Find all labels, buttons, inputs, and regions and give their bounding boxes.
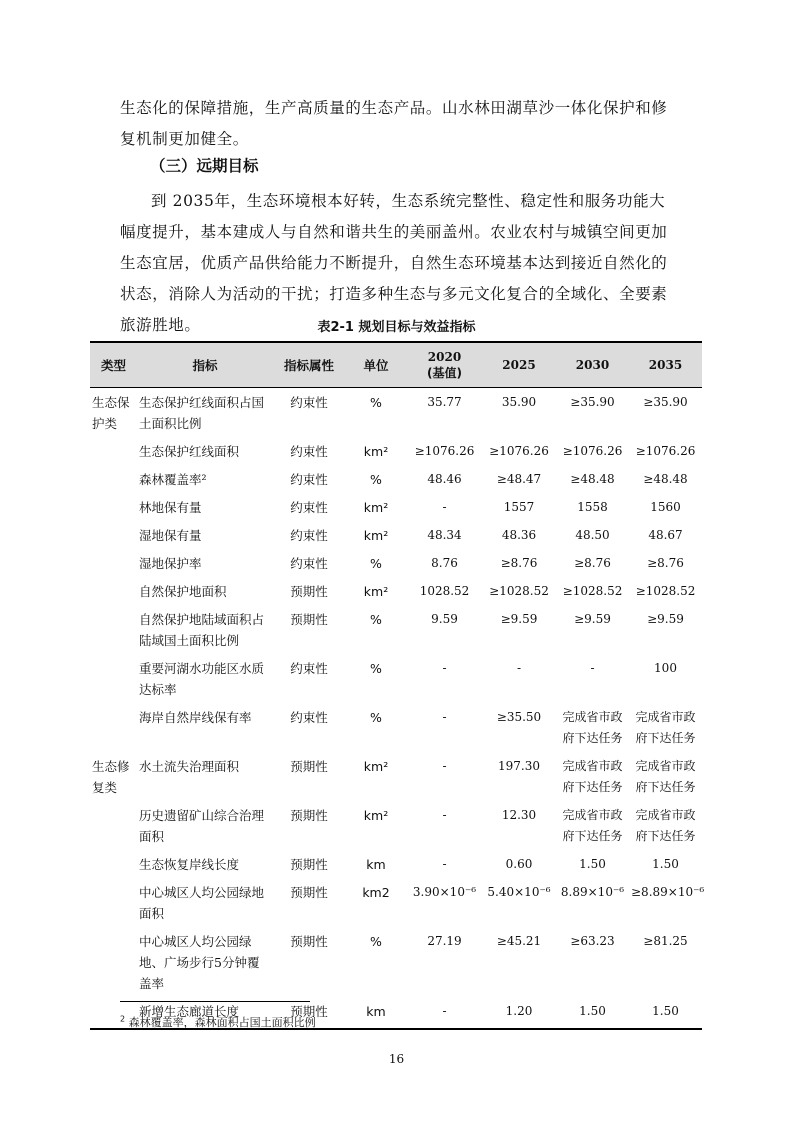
value-2030-cell: ≥9.59 bbox=[574, 612, 611, 626]
value-2035-cell: ≥1076.26 bbox=[635, 444, 696, 458]
value-2030-cell: 完成省市政府下达任务 bbox=[562, 808, 623, 843]
indicator-cell: 新增生态廊道长度 bbox=[137, 997, 273, 1029]
value-2035-cell: ≥48.48 bbox=[643, 472, 688, 486]
value-2030-cell: 8.89×10⁻⁶ bbox=[560, 885, 625, 899]
table-row bbox=[90, 927, 702, 997]
indicator-cell: 湿地保有量 bbox=[139, 528, 202, 543]
type-cell: 生态修复类 bbox=[92, 759, 130, 795]
type-cell bbox=[90, 605, 137, 654]
value-2025-cell: ≥48.47 bbox=[496, 472, 542, 486]
value-2020-cell: - bbox=[442, 857, 447, 871]
table-row bbox=[90, 878, 702, 927]
page-number: 16 bbox=[388, 1052, 405, 1066]
table-row bbox=[90, 549, 702, 577]
attribute-cell: 预期性 bbox=[273, 997, 345, 1029]
value-2035-cell: 100 bbox=[654, 661, 677, 675]
value-2020-cell: - bbox=[442, 759, 447, 773]
attribute-cell: 预期性 bbox=[290, 759, 328, 774]
attribute-cell: 约束性 bbox=[290, 556, 328, 571]
unit-cell: km bbox=[366, 857, 386, 872]
goals-table bbox=[90, 341, 705, 1030]
value-2020-cell: 9.59 bbox=[431, 612, 458, 626]
type-cell bbox=[90, 437, 137, 465]
attribute-cell: 约束性 bbox=[290, 528, 328, 543]
value-2035-cell: ≥8.76 bbox=[647, 556, 684, 570]
value-2020-cell: - bbox=[442, 500, 447, 514]
value-2030-cell: 1.50 bbox=[556, 997, 629, 1029]
indicator-cell: 林地保有量 bbox=[139, 500, 202, 515]
value-2020-cell: 3.90×10⁻⁶ bbox=[412, 885, 477, 899]
header-attr: 指标属性 bbox=[273, 342, 345, 388]
attribute-cell: 预期性 bbox=[290, 808, 328, 823]
value-2025-cell: 1557 bbox=[503, 500, 535, 514]
value-2030-cell: 48.50 bbox=[575, 528, 610, 542]
value-2030-cell: 1558 bbox=[577, 500, 608, 514]
attribute-cell: 约束性 bbox=[290, 395, 328, 410]
header-2030: 2030 bbox=[556, 342, 629, 388]
table-row bbox=[90, 703, 702, 752]
unit-cell: % bbox=[370, 661, 382, 676]
header-2020 bbox=[407, 342, 482, 388]
value-2030-cell: ≥35.90 bbox=[570, 395, 615, 409]
table-row bbox=[90, 388, 702, 438]
header-2025: 2025 bbox=[482, 342, 556, 388]
type-cell bbox=[90, 577, 137, 605]
indicator-cell: 自然保护地面积 bbox=[139, 584, 227, 599]
value-2025-cell: ≥45.21 bbox=[496, 934, 542, 948]
footnote-divider bbox=[120, 1001, 310, 1002]
unit-cell: % bbox=[370, 934, 382, 949]
header-unit: 单位 bbox=[345, 342, 407, 388]
value-2025-cell: 35.90 bbox=[501, 395, 537, 409]
table-row bbox=[90, 850, 702, 878]
table-caption: 表2-1 规划目标与效益指标 bbox=[317, 320, 476, 335]
unit-cell: km bbox=[345, 997, 407, 1029]
indicator-cell: 中心城区人均公园绿地、广场步行5分钟覆盖率 bbox=[139, 934, 260, 991]
value-2025-cell: ≥9.59 bbox=[500, 612, 538, 626]
value-2020-cell: - bbox=[442, 710, 447, 724]
table-row bbox=[90, 752, 702, 801]
value-2020-cell: 35.77 bbox=[427, 395, 462, 409]
table-row bbox=[90, 577, 702, 605]
value-2025-cell: 1.20 bbox=[482, 997, 556, 1029]
value-2025-cell: - bbox=[516, 661, 522, 675]
indicator-cell: 生态保护红线面积占国土面积比例 bbox=[139, 395, 265, 431]
value-2035-cell: 48.67 bbox=[648, 528, 683, 542]
value-2020-cell: - bbox=[442, 661, 447, 675]
attribute-cell: 预期性 bbox=[290, 934, 328, 949]
value-2025-cell: ≥35.50 bbox=[496, 710, 542, 724]
section-heading: （三）远期目标 bbox=[150, 157, 259, 175]
type-cell bbox=[90, 878, 137, 927]
unit-cell: % bbox=[370, 395, 382, 410]
value-2025-cell: 48.36 bbox=[501, 528, 537, 542]
value-2025-cell: ≥8.76 bbox=[500, 556, 538, 570]
unit-cell: km² bbox=[363, 500, 389, 515]
value-2030-cell: ≥48.48 bbox=[570, 472, 615, 486]
type-cell bbox=[90, 549, 137, 577]
table-header-row bbox=[90, 342, 702, 388]
indicator-cell: 水土流失治理面积 bbox=[139, 759, 240, 774]
value-2025-cell: 12.30 bbox=[501, 808, 537, 822]
unit-cell: km² bbox=[363, 584, 389, 599]
header-2020-year: 2020 bbox=[427, 349, 462, 364]
type-cell bbox=[90, 801, 137, 850]
attribute-cell: 预期性 bbox=[290, 584, 328, 599]
attribute-cell: 预期性 bbox=[290, 885, 328, 900]
value-2030-cell: ≥8.76 bbox=[574, 556, 611, 570]
type-cell bbox=[90, 850, 137, 878]
type-cell bbox=[90, 654, 137, 703]
value-2025-cell: ≥1028.52 bbox=[489, 584, 549, 598]
footnote-mark: 2 bbox=[120, 1014, 126, 1024]
attribute-cell: 约束性 bbox=[290, 661, 328, 676]
value-2030-cell: ≥63.23 bbox=[570, 934, 615, 948]
value-2030-cell: 完成省市政府下达任务 bbox=[562, 759, 623, 794]
indicator-cell: 重要河湖水功能区水质达标率 bbox=[139, 661, 265, 697]
indicator-cell: 中心城区人均公园绿地面积 bbox=[139, 885, 265, 921]
attribute-cell: 约束性 bbox=[290, 444, 328, 459]
indicator-cell: 海岸自然岸线保有率 bbox=[139, 710, 252, 725]
value-2025-cell: 0.60 bbox=[505, 857, 533, 871]
value-2020-cell: 8.76 bbox=[431, 556, 458, 570]
value-2030-cell: - bbox=[590, 661, 595, 675]
table-row bbox=[90, 521, 702, 549]
type-cell bbox=[90, 493, 137, 521]
attribute-cell: 预期性 bbox=[290, 857, 328, 872]
table-row bbox=[90, 437, 702, 465]
value-2035-cell: ≥35.90 bbox=[643, 395, 688, 409]
header-2035: 2035 bbox=[629, 342, 702, 388]
indicator-cell: 森林覆盖率² bbox=[139, 472, 207, 487]
value-2035-cell: 1560 bbox=[650, 500, 681, 514]
indicator-cell: 历史遗留矿山综合治理面积 bbox=[139, 808, 265, 844]
header-indicator: 指标 bbox=[137, 342, 273, 388]
unit-cell: km² bbox=[363, 528, 389, 543]
value-2035-cell: 完成省市政府下达任务 bbox=[635, 759, 696, 794]
value-2025-cell: ≥1076.26 bbox=[489, 444, 549, 458]
table bbox=[90, 341, 705, 1030]
value-2020-cell: 48.34 bbox=[427, 528, 462, 542]
footnote-text: 森林覆盖率，森林面积占国土面积比例 bbox=[128, 1016, 316, 1029]
value-2025-cell: 5.40×10⁻⁶ bbox=[487, 885, 551, 899]
body-paragraph-1 bbox=[120, 93, 680, 155]
footnote bbox=[120, 1014, 316, 1030]
unit-cell: km² bbox=[363, 808, 389, 823]
type-cell bbox=[90, 927, 137, 997]
header-type: 类型 bbox=[90, 342, 137, 388]
table-row bbox=[90, 465, 702, 493]
attribute-cell: 约束性 bbox=[290, 472, 328, 487]
value-2030-cell: ≥1076.26 bbox=[562, 444, 623, 458]
value-2035-cell: 1.50 bbox=[652, 857, 679, 871]
indicator-cell: 湿地保护率 bbox=[139, 556, 202, 571]
value-2020-cell: - bbox=[442, 808, 447, 822]
value-2030-cell: ≥1028.52 bbox=[562, 584, 623, 598]
table-row bbox=[90, 801, 702, 850]
value-2020-cell: 48.46 bbox=[427, 472, 462, 486]
type-cell bbox=[90, 465, 137, 493]
type-cell bbox=[90, 521, 137, 549]
value-2020-cell: 1028.52 bbox=[419, 584, 470, 598]
paragraph-text: 到 2035年，生态环境根本好转，生态系统完整性、稳定性和服务功能大幅度提升，基本建成人与自然和谐共生的美丽盖州。农业农村与城镇空间更加生态宜居，优质产品供给能力不断提升，自然生态环境基本达到接近自然化的状态，消除人为活动的干扰；打造多种生态与多元文化复合的全域化、全要素旅游胜地。 bbox=[120, 192, 668, 334]
indicator-cell: 自然保护地陆域面积占陆域国土面积比例 bbox=[139, 612, 265, 648]
unit-cell: km² bbox=[363, 759, 389, 774]
unit-cell: % bbox=[370, 710, 382, 725]
indicator-cell: 生态恢复岸线长度 bbox=[139, 857, 240, 872]
paragraph-text: 生态化的保障措施，生产高质量的生态产品。山水林田湖草沙一体化保护和修复机制更加健全。 bbox=[120, 99, 668, 148]
indicator-cell: 生态保护红线面积 bbox=[139, 444, 240, 459]
table-body bbox=[90, 388, 705, 1030]
unit-cell: % bbox=[370, 612, 382, 627]
value-2035-cell: ≥8.89×10⁻⁶ bbox=[631, 885, 705, 899]
attribute-cell: 约束性 bbox=[290, 500, 328, 515]
unit-cell: km² bbox=[363, 444, 389, 459]
value-2020-cell: ≥1076.26 bbox=[414, 444, 475, 458]
value-2030-cell: 完成省市政府下达任务 bbox=[562, 710, 623, 745]
value-2025-cell: 197.30 bbox=[498, 759, 540, 773]
value-2035-cell: 完成省市政府下达任务 bbox=[635, 808, 696, 843]
value-2020-cell: 27.19 bbox=[427, 934, 462, 948]
header-2020-sub: (基值) bbox=[427, 365, 462, 380]
attribute-cell: 约束性 bbox=[290, 710, 328, 725]
value-2035-cell: 1.50 bbox=[629, 997, 702, 1029]
unit-cell: % bbox=[370, 556, 382, 571]
table-row bbox=[90, 654, 702, 703]
type-cell bbox=[90, 703, 137, 752]
attribute-cell: 预期性 bbox=[290, 612, 328, 627]
value-2030-cell: 1.50 bbox=[579, 857, 606, 871]
table-row bbox=[90, 493, 702, 521]
value-2035-cell: ≥1028.52 bbox=[635, 584, 696, 598]
value-2035-cell: 完成省市政府下达任务 bbox=[635, 710, 696, 745]
value-2035-cell: ≥9.59 bbox=[647, 612, 684, 626]
value-2035-cell: ≥81.25 bbox=[643, 934, 688, 948]
unit-cell: km2 bbox=[362, 885, 390, 900]
type-cell: 生态保护类 bbox=[92, 395, 130, 431]
unit-cell: % bbox=[370, 472, 382, 487]
value-2020-cell: - bbox=[407, 997, 482, 1029]
table-row bbox=[90, 605, 702, 654]
